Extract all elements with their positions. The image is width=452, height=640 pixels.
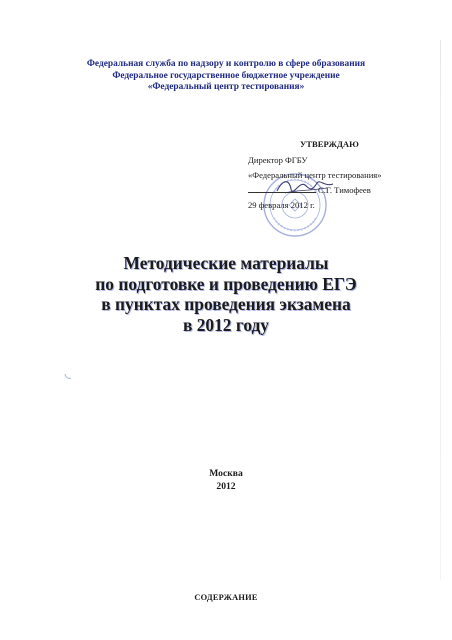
approval-title: УТВЕРЖДАЮ <box>300 139 359 149</box>
scan-mark <box>64 372 72 380</box>
contents-heading: СОДЕРЖАНИЕ <box>194 593 258 602</box>
approver-name: С.Г. Тимофеев <box>318 185 371 195</box>
approver-organization: «Федеральный центр тестирования» <box>248 170 382 180</box>
header-line-center: «Федеральный центр тестирования» <box>147 82 305 93</box>
publication-city: Москва <box>209 468 243 479</box>
title-line-4: в 2012 году <box>182 314 270 335</box>
document-title <box>0 253 452 335</box>
signature-line-row <box>248 183 428 198</box>
publication-year: 2012 <box>216 480 236 492</box>
publication-place-year <box>0 468 452 493</box>
approval-date: 29 февраля 2012 г. <box>248 200 315 210</box>
issuing-authority-header <box>0 59 452 94</box>
header-line-agency: Федеральная служба по надзору и контролю в сфере образования <box>86 59 366 69</box>
header-line-institution: Федеральное государственное бюджетное учреждение <box>112 70 340 81</box>
title-line-2: по подготовке и проведению ЕГЭ <box>95 273 357 294</box>
title-line-3: в пунктах проведения экзамена <box>101 294 351 314</box>
approval-block <box>248 137 428 213</box>
signature-line <box>248 192 316 193</box>
title-line-1: Методические материалы <box>123 253 329 273</box>
approver-position: Директор ФГБУ <box>248 155 308 165</box>
